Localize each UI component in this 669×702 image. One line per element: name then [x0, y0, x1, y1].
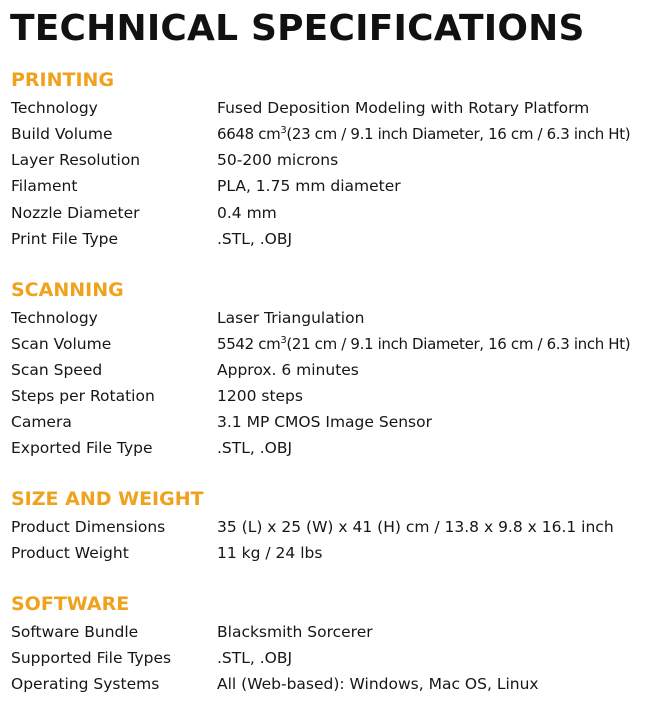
- section-title-size-and-weight: SIZE AND WEIGHT: [11, 488, 204, 510]
- spec-value: 35 (L) x 25 (W) x 41 (H) cm / 13.8 x 9.8 x 16.1 inch: [217, 518, 614, 536]
- page-title: TECHNICAL SPECIFICATIONS: [10, 8, 585, 49]
- spec-value-superscript: 3: [280, 125, 287, 136]
- spec-value: .STL, .OBJ: [217, 230, 293, 248]
- spec-row-layer-resolution: [0, 147, 669, 173]
- spec-label: Product Dimensions: [11, 518, 166, 536]
- spec-row-product-weight: [0, 540, 669, 566]
- spec-label: Build Volume: [11, 125, 113, 143]
- spec-value: 3.1 MP CMOS Image Sensor: [217, 413, 432, 431]
- spec-row-steps-per-rotation: [0, 383, 669, 409]
- spec-value-main: 6648 cm: [217, 125, 281, 143]
- spec-label: Filament: [11, 177, 78, 195]
- spec-value: 0.4 mm: [217, 204, 277, 222]
- spec-value-rest: (21 cm / 9.1 inch Diameter, 16 cm / 6.3 inch Ht): [286, 335, 631, 353]
- spec-row-scan-speed: [0, 357, 669, 383]
- spec-label: Technology: [11, 99, 98, 117]
- spec-row-software-bundle: [0, 619, 669, 645]
- spec-value-superscript: 3: [280, 335, 287, 346]
- spec-label: Scan Speed: [11, 361, 103, 379]
- section-title-printing: PRINTING: [11, 69, 115, 91]
- spec-value: Blacksmith Sorcerer: [217, 623, 373, 641]
- spec-value: [217, 331, 630, 357]
- spec-row-camera: [0, 409, 669, 435]
- spec-label: Product Weight: [11, 544, 129, 562]
- spec-row-supported-file-types: [0, 645, 669, 671]
- spec-value: Approx. 6 minutes: [217, 361, 359, 379]
- spec-row-print-file-type: [0, 226, 669, 252]
- spec-label: Camera: [11, 413, 72, 431]
- spec-row-scanning-technology: [0, 305, 669, 331]
- spec-value: All (Web-based): Windows, Mac OS, Linux: [217, 675, 539, 693]
- spec-label: Exported File Type: [11, 439, 153, 457]
- spec-value: Fused Deposition Modeling with Rotary Platform: [217, 99, 590, 117]
- spec-label: Print File Type: [11, 230, 119, 248]
- spec-row-product-dimensions: [0, 514, 669, 540]
- spec-label: Technology: [11, 309, 98, 327]
- spec-label: Supported File Types: [11, 649, 172, 667]
- spec-row-scan-volume: [0, 331, 669, 357]
- spec-value: [217, 121, 630, 147]
- spec-label: Nozzle Diameter: [11, 204, 140, 222]
- spec-row-filament: [0, 173, 669, 199]
- spec-row-build-volume: [0, 121, 669, 147]
- spec-value-rest: (23 cm / 9.1 inch Diameter, 16 cm / 6.3 inch Ht): [286, 125, 631, 143]
- spec-value: Laser Triangulation: [217, 309, 365, 327]
- spec-value: .STL, .OBJ: [217, 649, 293, 667]
- spec-row-nozzle-diameter: [0, 200, 669, 226]
- section-title-scanning: SCANNING: [11, 279, 124, 301]
- spec-row-operating-systems: [0, 671, 669, 697]
- spec-label: Software Bundle: [11, 623, 139, 641]
- section-title-software: SOFTWARE: [11, 593, 130, 615]
- spec-label: Steps per Rotation: [11, 387, 155, 405]
- spec-label: Scan Volume: [11, 335, 112, 353]
- spec-value: 50-200 microns: [217, 151, 339, 169]
- spec-label: Layer Resolution: [11, 151, 141, 169]
- spec-label: Operating Systems: [11, 675, 160, 693]
- spec-row-exported-file-type: [0, 435, 669, 461]
- spec-value-main: 5542 cm: [217, 335, 281, 353]
- spec-value: PLA, 1.75 mm diameter: [217, 177, 401, 195]
- spec-row-printing-technology: [0, 95, 669, 121]
- spec-value: .STL, .OBJ: [217, 439, 293, 457]
- spec-value: 1200 steps: [217, 387, 303, 405]
- spec-value: 11 kg / 24 lbs: [217, 544, 323, 562]
